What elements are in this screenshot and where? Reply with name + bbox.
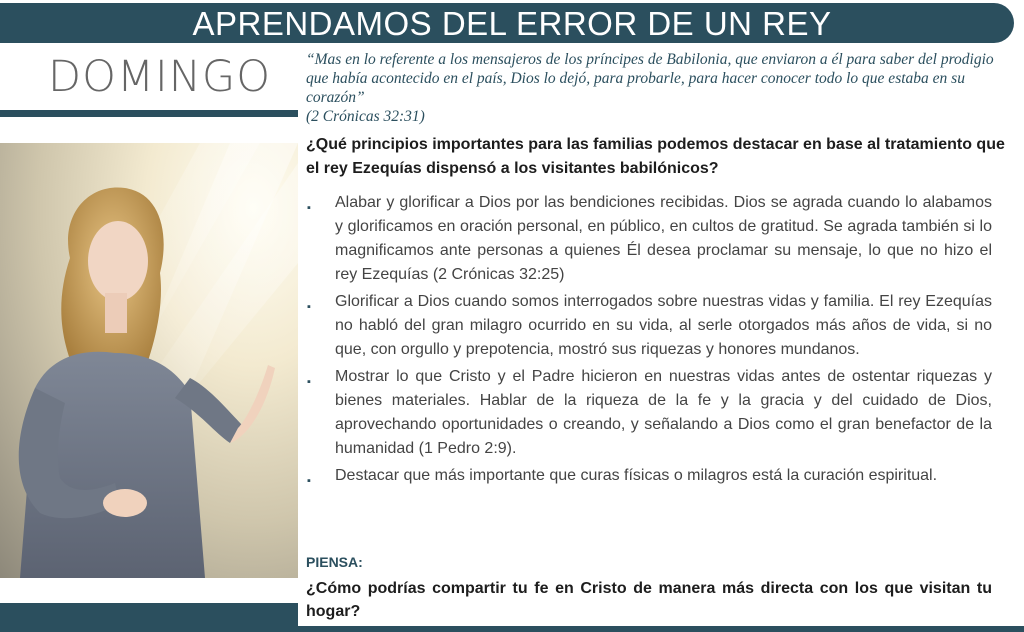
list-item [306, 464, 992, 488]
list-item-text: Mostrar lo que Cristo y el Padre hicieron en nuestras vidas antes de ostentar riquezas y bienes materiales. Hablar de la riqueza de la fe y la gracia y del cuidado de Dios, aprovechando oportunidades o creando, y señalando a Dios como el gran benefactor de la humanidad (1 Pedro 2:9). [335, 368, 992, 457]
list-item [306, 191, 992, 287]
bullet-square-icon: ▪ [307, 301, 311, 313]
quote-text: “Mas en lo referente a los mensajeros de los príncipes de Babilonia, que enviaron a él para saber del prodigio que había acontecido en el país, Dios lo dejó, para probarle, para hacer conocer todo lo que estaba en su corazón” [306, 51, 994, 106]
list-item [306, 290, 992, 362]
bible-quote [306, 50, 1014, 126]
quote-reference: (2 Crónicas 32:31) [306, 108, 425, 125]
footer-bar-left [0, 603, 298, 632]
day-label: DOMINGO [48, 52, 272, 102]
piensa-question: ¿Cómo podrías compartir tu fe en Cristo de manera más directa con los que visitan tu hogar? [306, 580, 992, 620]
list-item [306, 365, 992, 461]
piensa-label: PIENSA: [306, 554, 363, 570]
principles-list [306, 191, 992, 491]
woman-in-light-image [0, 143, 298, 578]
list-item-text: Alabar y glorificar a Dios por las bendiciones recibidas. Dios se agrada cuando lo alabamos y glorificamos en oración personal, en público, en cultos de gratitud. Se agrada también si lo magnificamos ante personas a quienes Él desea proclamar su mensaje, lo que no hizo el rey Ezequías (2 Crónicas 32:25) [335, 194, 992, 283]
bullet-square-icon: ▪ [307, 376, 311, 388]
main-question: ¿Qué principios importantes para las familias podemos destacar en base al tratamiento que el rey Ezequías dispensó a los visitantes babilónicos? [306, 136, 1005, 177]
list-item-text: Destacar que más importante que curas físicas o milagros está la curación espiritual. [335, 467, 938, 484]
footer-bar-right [298, 626, 1024, 632]
page-title: APRENDAMOS DEL ERROR DE UN REY [192, 5, 832, 42]
bullet-square-icon: ▪ [307, 202, 311, 214]
bullet-square-icon: ▪ [307, 475, 311, 487]
day-underline [0, 110, 298, 117]
list-item-text: Glorificar a Dios cuando somos interrogados sobre nuestras vidas y familia. El rey Ezequías no habló del gran milagro ocurrido en su vida, al serle otorgados más años de vida, si no que, con orgullo y prepotencia, mostró sus riquezas y honores mundanos. [335, 293, 992, 358]
